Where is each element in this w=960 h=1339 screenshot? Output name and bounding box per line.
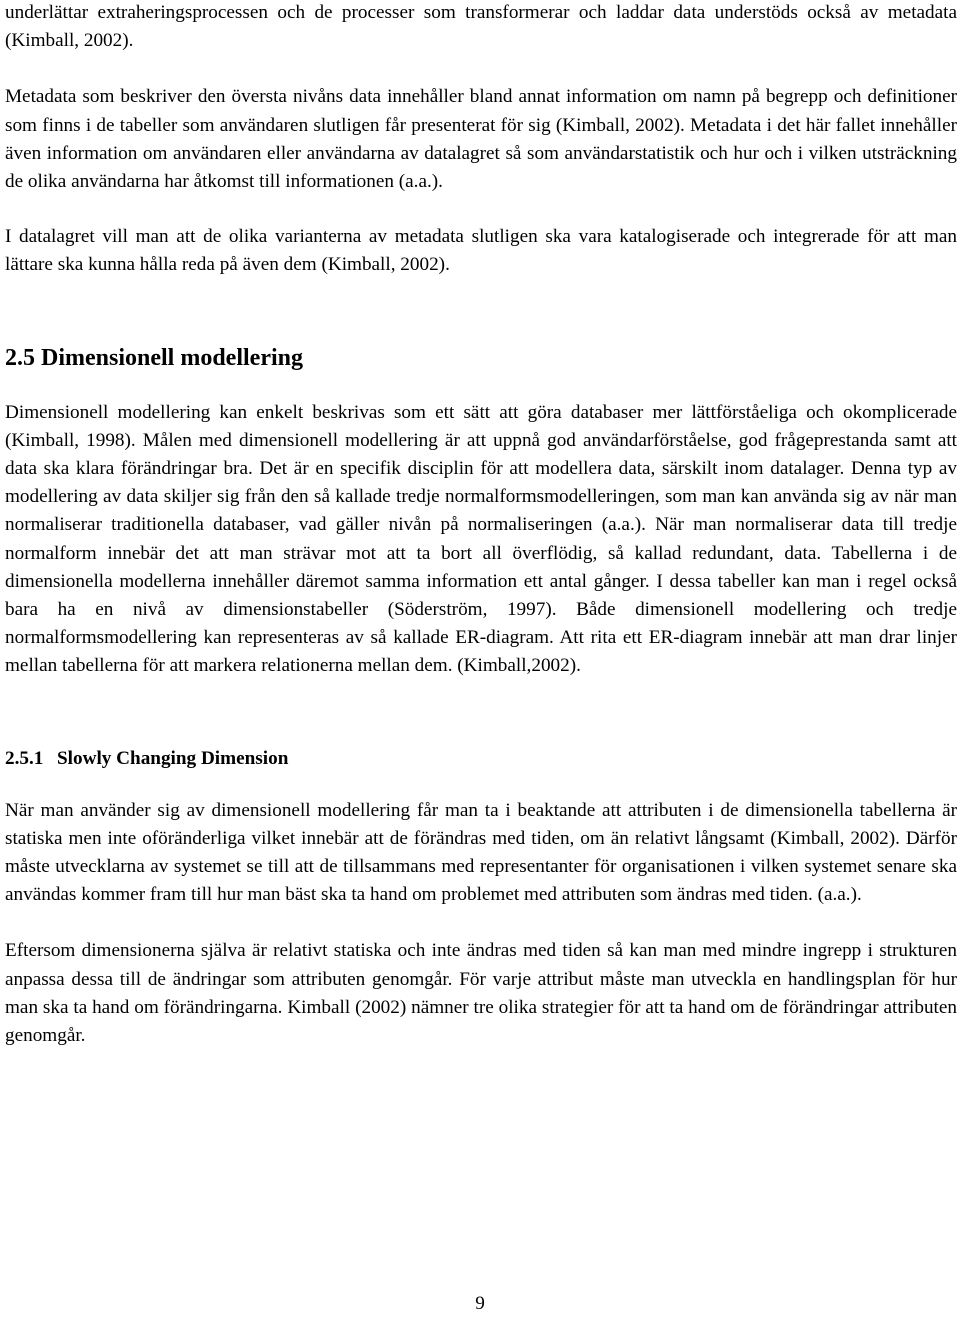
section-heading: 2.5 Dimensionell modellering bbox=[5, 344, 303, 371]
paragraph-dimensional-modeling: Dimensionell modellering kan enkelt beskrivas som ett sätt att göra databaser mer lättförståeliga och okomplicerade (Kimball, 1998). Målen med dimensionell modellering är att uppnå god användarförståelse, god frågeprestanda samt att data ska klara förändringar bra. Det är en specifik disciplin för att modellera data, särskilt inom datalager. Denna typ av modellering av data skiljer sig från den så kallade tredje normalformsmodelleringen, som man kan använda sig av när man normaliserar traditionella databaser, vad gäller nivån på normaliseringen (a.a.). När man normaliserar data till tredje normalform innebär det att man strävar mot att ta bort all överflödig, så kallad redundant, data. Tabellerna i de dimensionella modellerna innehåller däremot samma information ett antal gånger. I dessa tabeller kan man i regel också bara ha en nivå av dimensionstabeller (Söderström, 1997). Både dimensionell modellering och tredje normalformsmodellering kan representeras av så kallade ER-diagram. Att rita ett ER-diagram innebär att man drar linjer mellan tabellerna för att markera relationerna mellan dem. (Kimball,2002). bbox=[5, 401, 957, 677]
page-number: 9 bbox=[475, 1293, 485, 1314]
document-page bbox=[5, 0, 957, 1050]
paragraph-metadata-top-level: Metadata som beskriver den översta nivåns data innehåller bland annat information om namn på begrepp och definitioner som finns i de tabeller som användaren slutligen får presenterat för sig (Kimball, 2002). Metadata i det här fallet innehåller även information om användaren eller användarna av datalagret så som användarstatistik och hur och i vilken utsträckning de olika användarna har åtkomst till informationen (a.a.). bbox=[5, 86, 957, 193]
paragraph-slowly-changing: När man använder sig av dimensionell modellering får man ta i beaktande att attributen i de dimensionella tabellerna är statiska men inte oföränderliga vilket innebär att de förändras med tiden, om än relativt långsamt (Kimball, 2002). Därför måste utvecklarna av systemet se till att de tillsammans med representanter för organisationen i vilken systemet senare ska användas kommer fram till hur man bäst ska ta hand om problemet med attributen som ändras med tiden. (a.a.). bbox=[5, 799, 957, 906]
subsection-number: 2.5.1 bbox=[5, 747, 44, 769]
paragraph-metadata-catalog: I datalagret vill man att de olika varianterna av metadata slutligen ska vara katalogiserade och integrerade för att man lättare ska kunna hålla reda på även dem (Kimball, 2002). bbox=[5, 226, 957, 276]
subsection-title: Slowly Changing Dimension bbox=[57, 747, 289, 769]
paragraph-metadata-intro: underlättar extraheringsprocessen och de processer som transformerar och laddar data understöds också av metadata (Kimball, 2002). bbox=[5, 2, 957, 52]
subsection-heading bbox=[5, 745, 957, 773]
paragraph-dimension-strategies: Eftersom dimensionerna själva är relativt statiska och inte ändras med tiden så kan man med mindre ingrepp i strukturen anpassa dessa till de ändringar som attributen genomgår. För varje attribut måste man utveckla en handlingsplan för hur man ska ta hand om förändringarna. Kimball (2002) nämner tre olika strategier för att ta hand om de förändringar attributen genomgår. bbox=[5, 940, 957, 1047]
